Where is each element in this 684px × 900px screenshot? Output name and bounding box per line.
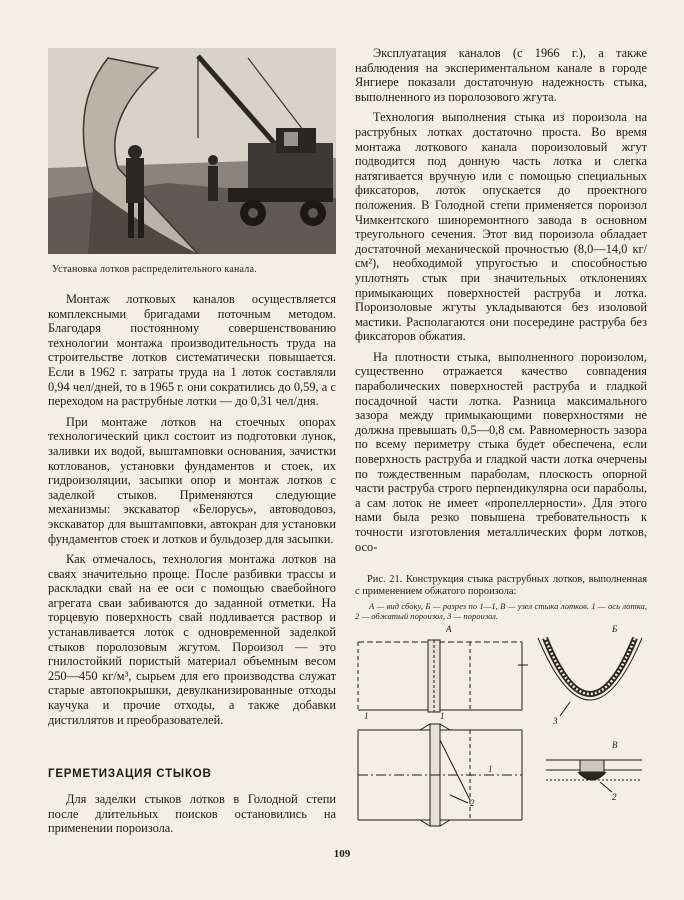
left-column-final xyxy=(48,792,336,836)
right-column xyxy=(355,46,647,554)
section-mark-right: 1 xyxy=(440,711,445,721)
paragraph: Монтаж лотковых каналов осуществляется комплексными бригадами поточным методом. Благодаря постоянному совершенствованию технологии монтажа производительность труда на строительстве лотков систематически повышается. Если в 1962 г. затраты труда на 1 лоток составляли 0,94 чел/дней, то в 1965 г. они сократились до 0,59, а с переходом на раструбные лотки — до 0,31 чел/дня. xyxy=(48,292,336,409)
left-column xyxy=(48,292,336,727)
paragraph: На плотности стыка, выполненного пороизолом, существенно отражается качество совпадения параболических поверхностей раструба и гладкой посадочной части лотка. Разница максимального зазора между примыкающими поверхностями не должна превышать 0,5—0,8 см. Равномерность зазора по всему периметру стыка будет обеспечена, если поверхность раструба и гладкой части лотка очерчены по тождественным параболам, плоскость опорной части раструба строго перпендикулярна оси параболы, а сам лоток не имеет «пропеллерности». Для этого нами была резко повышена требовательность к точности изготовления металлических форм лотков, осо- xyxy=(355,349,647,554)
figure-legend: А — вид сбоку, Б — разрез по 1—1, В — узел стыка лотков. 1 — ось лотка, 2 — обжатый пороизол, 3 — пороизол. xyxy=(355,601,647,622)
label-view-a: А xyxy=(446,624,452,634)
callout-2b: 2 xyxy=(612,792,617,802)
crane-photo-illustration xyxy=(48,48,336,254)
label-view-b: Б xyxy=(612,624,618,634)
paragraph: Технология выполнения стыка из пороизола на раструбных лотках достаточно проста. Во время монтажа лоткового канала пороизоловый жгут подводится под донную часть лотка и слегка натягивается вручную или с помощью специальных фиксаторов, лоток опускается до проектного положения. В Голодной степи применяется пороизол Чимкентского шиноремонтного завода в основном треугольного сечения. Этот вид пороизола обладает достаточной механической прочностью (8,0—14,0 кг/см²), необходимой упругостью и способностью уплотнять стык при значительных отклонениях примыкающих поверхностей раструба и лотка. Пороизоловые жгуты укладываются без изоловой мастики. Располагаются они посередине раструба без фиксаторов обжатия. xyxy=(355,110,647,344)
section-mark-left: 1 xyxy=(364,711,369,721)
paragraph: Для заделки стыков лотков в Голодной степи после длительных поисков остановились на применении пороизола. xyxy=(48,792,336,836)
page-number: 109 xyxy=(333,848,351,860)
technical-drawing xyxy=(350,620,650,835)
photo-caption: Установка лотков распределительного канала. xyxy=(52,264,257,275)
label-view-c: В xyxy=(612,740,618,750)
callout-2: 2 xyxy=(470,798,475,808)
paragraph: При монтаже лотков на стоечных опорах технологический цикл состоит из подготовки лунок, заливки их водой, выштамповки основания, зачистки котлованов, установки фундаментов и стоек, их гидроизоляции, засыпки опор и монтаж лотков с заделкой стыков. Применяются следующие механизмы: экскаватор «Белорусь», автоводовоз, экскаватор для выштамповки, автокран для установки фундаментов стоек и лотков и бульдозер для засыпки. xyxy=(48,414,336,546)
construction-photo xyxy=(48,48,336,254)
joint-drawing xyxy=(350,620,650,835)
callout-3: 3 xyxy=(553,716,558,726)
figure-title: Рис. 21. Конструкция стыка раструбных лотков, выполненная с применением обжатого пороизола: xyxy=(355,574,647,598)
paragraph: Как отмечалось, технология монтажа лотков на сваях значительно проще. После разбивки трассы и раскладки свай на ее оси с помощью сваебойного агрегата сваи забиваются до заданной отметки. На торцевую поверхность свай подливается раствор и устанавливается лоток с одновременной заделкой стыков поролозовым жгутом. Пороизол — это гнилостойкий пористый материал объемным весом 250—450 кг/м³, сырьем для его производства служат старые автопокрышки, девулканизированные отходы каучука и прочие отходы, а также добавки дистиллятов и преобразователей. xyxy=(48,552,336,727)
section-heading: ГЕРМЕТИЗАЦИЯ СТЫКОВ xyxy=(48,768,212,780)
axis-mark: 1 xyxy=(488,764,493,774)
paragraph: Эксплуатация каналов (с 1966 г.), а также наблюдения на экспериментальном канале в городе Янгиере показали достаточную надежность стыка, выполненного из поролозового жгута. xyxy=(355,46,647,104)
